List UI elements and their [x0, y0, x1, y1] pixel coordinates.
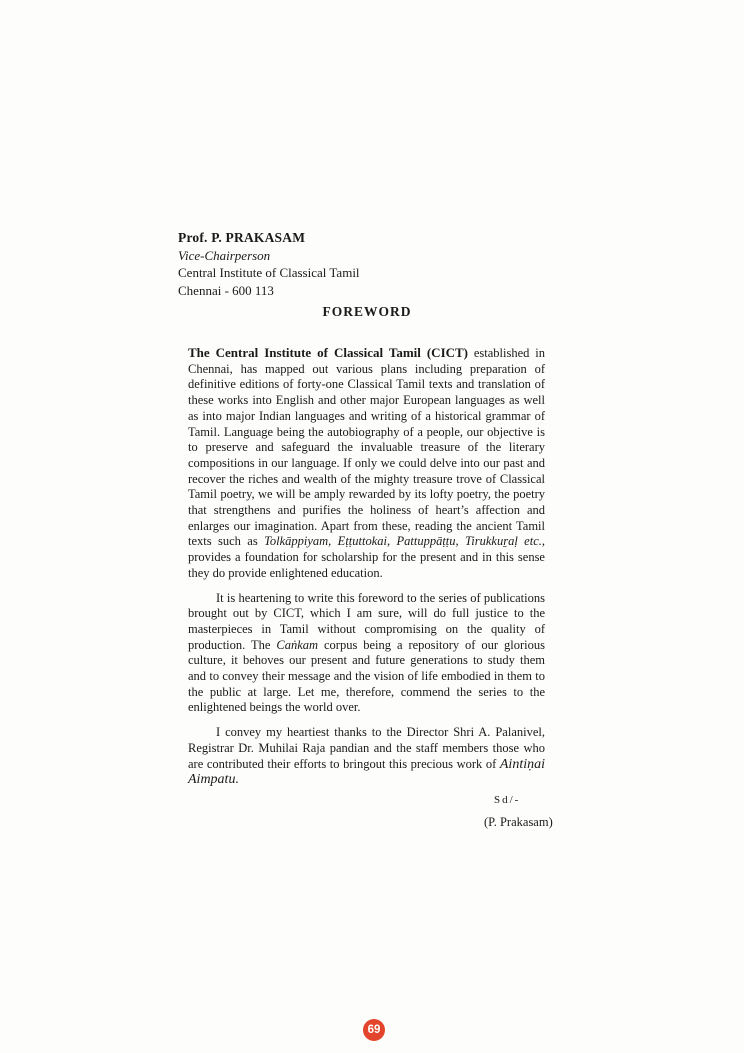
- paragraph-1: [188, 345, 545, 582]
- author-address: Chennai - 600 113: [178, 282, 274, 298]
- paragraph-2: [188, 591, 545, 717]
- foreword-body: [188, 345, 545, 797]
- paragraph-3-work-title: Aintiṇai Aimpatu.: [188, 756, 545, 788]
- page-number-badge: 69: [363, 1019, 385, 1041]
- paragraph-1-lead: The Central Institute of Classical Tamil (CICT): [188, 345, 469, 360]
- paragraph-1-text-b: provides a foundation for scholarship for the present and in this sense they do provide enlightened education.: [188, 550, 545, 580]
- foreword-heading-text: FOREWORD: [322, 304, 412, 319]
- paragraph-2-text-a: It is heartening to write this foreword to the series of publications brought out by CICT, which I am sure, will do full justice to the masterpieces in Tamil without compromising on the quality of production. The: [188, 590, 545, 652]
- paragraph-1-text-a: established in Chennai, has mapped out various plans including preparation of definitive editions of forty-one Classical Tamil texts and translation of these works into English and other major European languages as well as into major Indian languages and writing of a historical grammar of Tamil. Language being the autobiography of a people, our objective is to preserve and safeguard the invaluable treasure of the literary compositions in our language. If only we could delve into our past and recover the riches and wealth of the mighty treasure trove of Classical Tamil poetry, we will be amply rewarded by its lofty poetry, the poetry that strengthens and purifies the holiness of heart’s affection and enlarges our imagination. Apart from these, reading the ancient Tamil texts such as: [188, 346, 545, 549]
- author-institute: Central Institute of Classical Tamil: [178, 265, 360, 280]
- paragraph-1-texts-italic: Tolkāppiyam, Eṭṭuttokai, Pattuppāṭṭu, Tirukkuṟaḷ etc.,: [264, 534, 545, 549]
- author-block: [178, 229, 538, 299]
- author-name: Prof. P. PRAKASAM: [178, 230, 306, 245]
- foreword-heading: [0, 304, 744, 320]
- author-role: Vice-Chairperson: [178, 247, 271, 263]
- paragraph-3-text-a: I convey my heartiest thanks to the Director Shri A. Palanivel, Registrar Dr. Muhilai Raja pandian and the staff members those who are contributed their efforts to bringout this precious work of: [188, 725, 545, 771]
- signature-sd: Sd/-: [494, 794, 521, 806]
- paragraph-2-cankam: Caṅkam: [276, 637, 319, 652]
- paragraph-2-text-b: corpus being a repository of our glorious culture, it behoves our present and future generations to study them and to convey their message and the vision of life embodied in them to the public at large. Let me, therefore, commend the series to the enlightened beings the world over.: [188, 637, 545, 715]
- signature-name: (P. Prakasam): [484, 815, 553, 829]
- paragraph-3: [188, 725, 545, 788]
